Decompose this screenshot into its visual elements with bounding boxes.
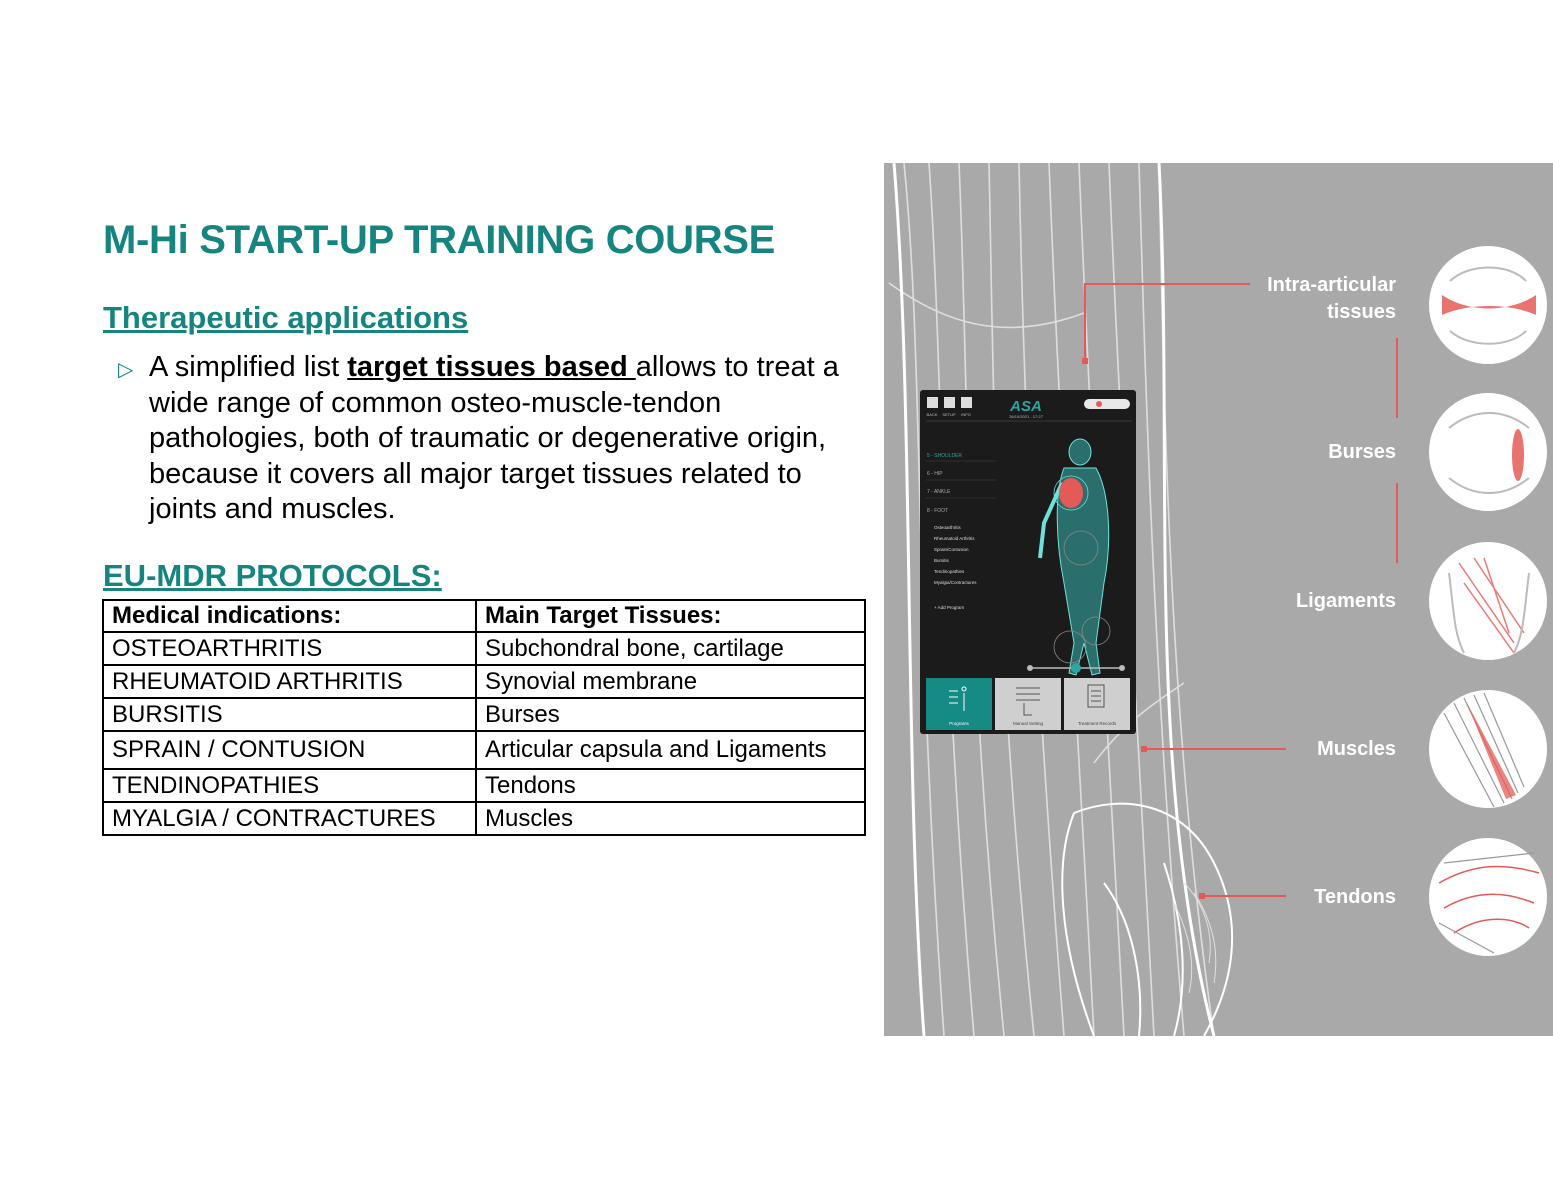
- indications-table: [102, 599, 866, 836]
- status-pill: [1084, 399, 1130, 409]
- slider-handle[interactable]: [1071, 663, 1081, 673]
- add-program-button[interactable]: + Add Program: [934, 605, 965, 610]
- gear-icon[interactable]: [944, 397, 955, 408]
- table-cell: SPRAIN / CONTUSION: [103, 731, 476, 769]
- table-cell: OSTEOARTHRITIS: [103, 632, 476, 665]
- label-ligaments: Ligaments: [1295, 590, 1396, 612]
- label-intra-articular: Intra-articular: [1267, 274, 1396, 296]
- table-header-cell: Main Target Tissues:: [476, 600, 865, 632]
- program-item[interactable]: Myalgia/Contractures: [934, 580, 977, 585]
- table-cell: MYALGIA / CONTRACTURES: [103, 802, 476, 835]
- page-title: M-Hi START-UP TRAINING COURSE: [103, 218, 776, 262]
- intra-articular-circle: [1429, 246, 1547, 364]
- muscles-circle: [1429, 690, 1547, 808]
- ligaments-circle: [1429, 542, 1547, 660]
- tendons-circle: [1429, 838, 1547, 956]
- table-cell: Articular capsula and Ligaments: [476, 731, 865, 769]
- tab-treatment-records-label: Treatment Records: [1077, 721, 1117, 726]
- program-item[interactable]: Osteoarthritis: [934, 525, 961, 530]
- table-cell: TENDINOPATHIES: [103, 769, 476, 802]
- bullet-triangle-icon: ▷: [118, 359, 134, 381]
- table-cell: Burses: [476, 698, 865, 731]
- slider-end: [1119, 665, 1125, 671]
- device-screen: [920, 390, 1136, 734]
- protocols-heading: EU-MDR PROTOCOLS:: [103, 558, 442, 593]
- table-row: [103, 802, 865, 835]
- callout-marker: [1141, 746, 1147, 752]
- bullet-text-emphasis: target tissues based: [347, 351, 636, 383]
- info-icon[interactable]: [961, 397, 972, 408]
- info-label: INFO: [961, 412, 971, 417]
- back-label: BACK: [926, 412, 938, 417]
- callout-marker: [1082, 358, 1088, 364]
- menu-item-ankle[interactable]: 7 - ANKLE: [927, 489, 951, 495]
- bullet-paragraph: [149, 350, 849, 528]
- table-row: [103, 769, 865, 802]
- program-item[interactable]: Sprain/Contusion: [934, 547, 969, 552]
- menu-item-shoulder[interactable]: 5 - SHOULDER: [927, 453, 963, 459]
- table-header-cell: Medical indications:: [103, 600, 476, 632]
- table-cell: RHEUMATOID ARTHRITIS: [103, 665, 476, 698]
- setup-label: SETUP: [942, 412, 956, 417]
- program-item[interactable]: Rheumatoid Arthritis: [934, 536, 975, 541]
- label-muscles: Muscles: [1317, 738, 1396, 760]
- menu-item-hip[interactable]: 6 - HIP: [927, 471, 943, 477]
- anatomy-illustration: [884, 163, 1553, 1036]
- table-cell: Synovial membrane: [476, 665, 865, 698]
- label-tissues: tissues: [1327, 301, 1396, 323]
- bullet-text-before: A simplified list: [149, 351, 348, 383]
- menu-item-foot[interactable]: 8 - FOOT: [927, 508, 949, 514]
- table-header-row: [103, 600, 865, 632]
- table-cell: Tendons: [476, 769, 865, 802]
- status-dot: [1096, 401, 1102, 407]
- section-subheading: Therapeutic applications: [103, 300, 469, 335]
- table-cell: Subchondral bone, cartilage: [476, 632, 865, 665]
- tab-programs-label: Programs: [949, 721, 969, 726]
- callout-marker: [1199, 893, 1205, 899]
- label-burses: Burses: [1328, 441, 1396, 463]
- label-tendons: Tendons: [1314, 886, 1396, 908]
- program-item[interactable]: Tendinopathies: [934, 569, 965, 574]
- slider-end: [1027, 665, 1033, 671]
- table-row: [103, 731, 865, 769]
- table-cell: BURSITIS: [103, 698, 476, 731]
- program-item[interactable]: Bursitis: [934, 558, 949, 563]
- bullet-text-after: allows to treat a wide range of common osteo-muscle-tendon pathologies, both of traumatic or degenerative origin, because it covers all major target tissues related to joints and muscles.: [149, 351, 839, 525]
- back-icon[interactable]: [927, 397, 938, 408]
- table-row: [103, 665, 865, 698]
- tab-manual-setting-label: Manual Setting: [1012, 721, 1044, 726]
- device-logo: ASA: [1010, 398, 1042, 415]
- device-date: 26/10/2021 - 17:27: [1009, 414, 1043, 419]
- table-row: [103, 698, 865, 731]
- table-row: [103, 632, 865, 665]
- burses-circle: [1429, 393, 1547, 511]
- table-cell: Muscles: [476, 802, 865, 835]
